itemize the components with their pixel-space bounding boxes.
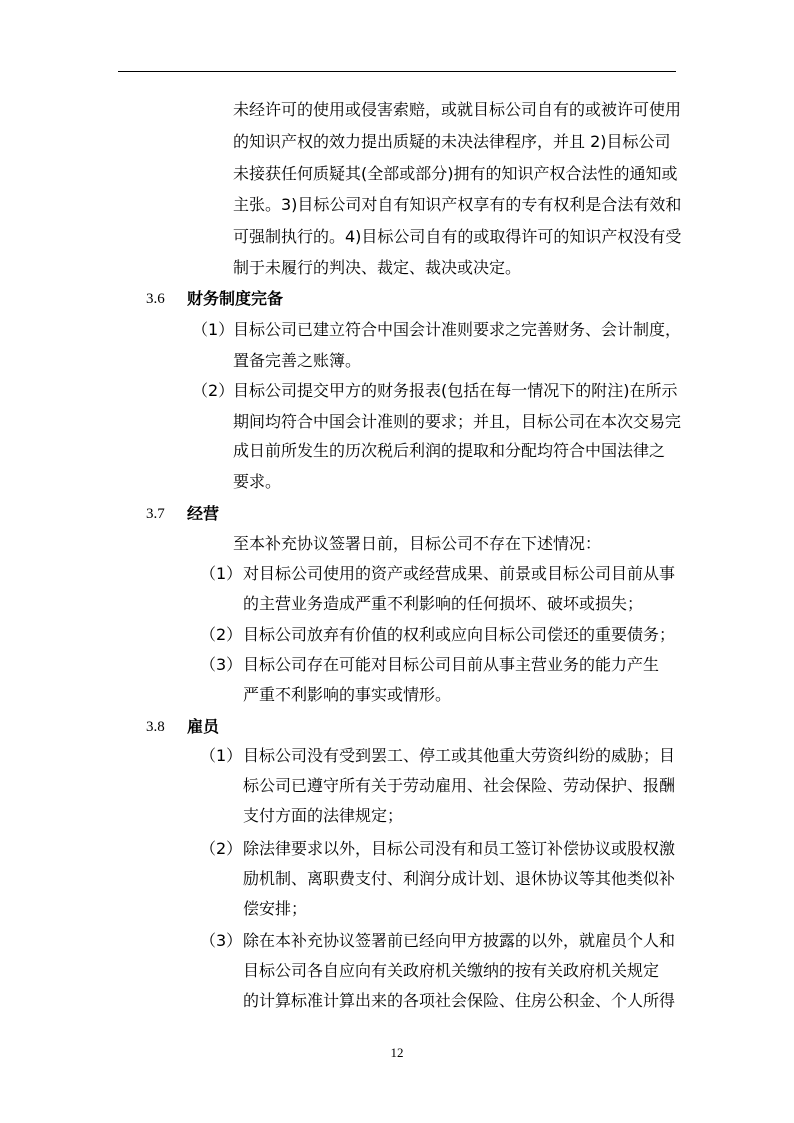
item-label: （3） bbox=[200, 655, 243, 674]
item-line: 目标公司存在可能对目标公司目前从事主营业务的能力产生 bbox=[243, 655, 660, 674]
intro-line: 可强制执行的。4)目标公司自有的或取得许可的知识产权没有受 bbox=[233, 227, 682, 246]
item-label: （1） bbox=[200, 564, 243, 583]
item-label: （1） bbox=[200, 746, 243, 765]
intro-line: 的知识产权的效力提出质疑的未决法律程序，并且 2)目标公司 bbox=[233, 132, 671, 151]
item-line: 除在本补充协议签署前已经向甲方披露的以外，就雇员个人和 bbox=[243, 931, 676, 950]
item-line: 严重不利影响的事实或情形。 bbox=[243, 685, 452, 704]
item-line: 励机制、离职费支付、利润分成计划、退休协议等其他类似补 bbox=[243, 869, 676, 888]
intro-line: 未经许可的使用或侵害索赔，或就目标公司自有的或被许可使用 bbox=[233, 100, 682, 119]
item-line: 支付方面的法律规定； bbox=[243, 806, 404, 825]
item-label: （2） bbox=[200, 625, 243, 644]
section-intro: 至本补充协议签署日前，目标公司不存在下述情况： bbox=[233, 534, 602, 553]
item-line: 成日前所发生的历次税后利润的提取和分配均符合中国法律之 bbox=[233, 441, 666, 460]
section-title: 经营 bbox=[187, 504, 220, 523]
section-title: 雇员 bbox=[187, 717, 220, 736]
item-line: 要求。 bbox=[233, 472, 282, 491]
intro-line: 制于未履行的判决、裁定、裁决或决定。 bbox=[233, 258, 522, 277]
item-label: （1） bbox=[192, 320, 235, 339]
item-line: 的主营业务造成严重不利影响的任何损坏、破坏或损失； bbox=[243, 594, 644, 613]
item-label: （3） bbox=[200, 931, 243, 950]
section-number: 3.8 bbox=[146, 719, 165, 735]
item-label: （2） bbox=[200, 839, 243, 858]
intro-line: 主张。3)目标公司对自有知识产权享有的专有权利是合法有效和 bbox=[233, 195, 682, 214]
item-line: 置备完善之账簿。 bbox=[233, 351, 362, 370]
item-line: 目标公司各自应向有关政府机关缴纳的按有关政府机关规定 bbox=[243, 961, 660, 980]
item-line: 目标公司放弃有价值的权利或应向目标公司偿还的重要债务； bbox=[243, 625, 676, 644]
item-line: 期间均符合中国会计准则的要求；并且，目标公司在本次交易完 bbox=[233, 412, 682, 431]
header-rule bbox=[118, 71, 676, 72]
item-line: 标公司已遵守所有关于劳动雇用、社会保险、劳动保护、报酬 bbox=[243, 776, 676, 795]
item-line: 目标公司没有受到罢工、停工或其他重大劳资纠纷的威胁；目 bbox=[243, 746, 676, 765]
item-label: （2） bbox=[192, 381, 235, 400]
section-number: 3.7 bbox=[146, 506, 165, 522]
item-line: 目标公司已建立符合中国会计准则要求之完善财务、会计制度， bbox=[233, 320, 682, 339]
intro-line: 未接获任何质疑其(全部或部分)拥有的知识产权合法性的通知或 bbox=[233, 164, 678, 183]
section-number: 3.6 bbox=[146, 291, 165, 307]
item-line: 对目标公司使用的资产或经营成果、前景或目标公司目前从事 bbox=[243, 564, 676, 583]
section-title: 财务制度完备 bbox=[187, 289, 284, 308]
item-line: 目标公司提交甲方的财务报表(包括在每一情况下的附注)在所示 bbox=[233, 381, 678, 400]
item-line: 偿安排； bbox=[243, 899, 308, 918]
item-line: 的计算标准计算出来的各项社会保险、住房公积金、个人所得 bbox=[243, 991, 676, 1010]
item-line: 除法律要求以外，目标公司没有和员工签订补偿协议或股权激 bbox=[243, 839, 676, 858]
page-number: 12 bbox=[390, 1045, 404, 1060]
